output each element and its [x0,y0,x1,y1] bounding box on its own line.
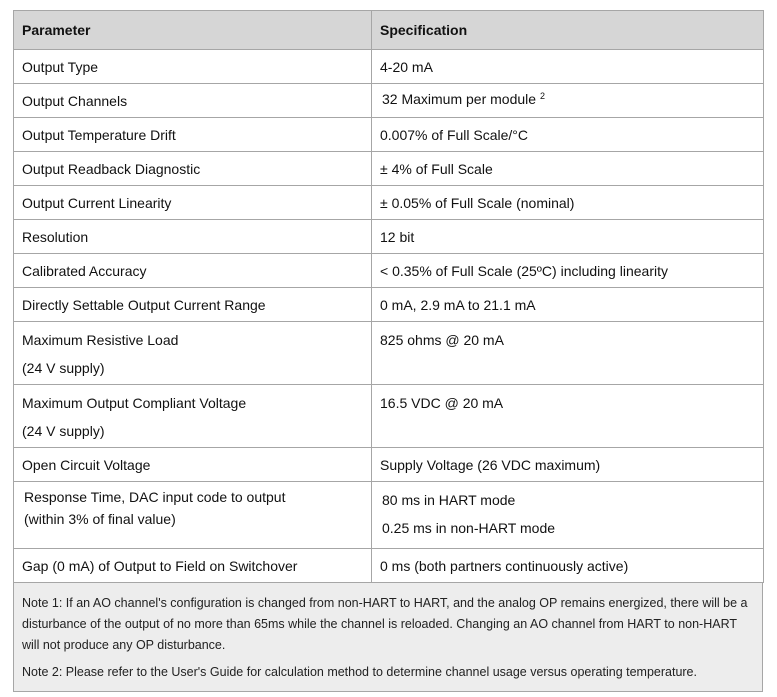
spec-text: 0 mA, 2.9 mA to 21.1 mA [380,296,536,313]
param-cell [14,50,372,84]
spec-text: < 0.35% of Full Scale (25ºC) including linearity [380,262,668,279]
spec-cell [372,118,764,152]
table-row [14,549,764,583]
param-text: Maximum Resistive Load [22,332,179,348]
param-cell [14,84,372,118]
spec-cell [372,482,764,549]
spec-text: ± 0.05% of Full Scale (nominal) [380,194,575,211]
header-row [14,11,764,50]
spec-cell [372,288,764,322]
spec-text: 32 Maximum per module [382,91,537,107]
spec-text: 825 ohms @ 20 mA [380,332,504,348]
spec-text: ± 4% of Full Scale [380,160,493,177]
header-parameter: Parameter [14,11,372,50]
param-text: Calibrated Accuracy [22,262,147,279]
param-text: Output Channels [22,92,128,109]
param-text: Output Temperature Drift [22,126,176,143]
spec-text: 0 ms (both partners continuously active) [380,557,629,574]
param-text: Output Type [22,58,99,75]
spec-text: Supply Voltage (26 VDC maximum) [380,456,601,473]
spec-text: 12 bit [380,228,415,245]
param-cell [14,482,372,549]
table-row [14,220,764,254]
notes-box [13,583,763,692]
param-cell [14,220,372,254]
spec-cell [372,385,764,448]
param-cell [14,118,372,152]
table-row [14,254,764,288]
spec-text: 0.25 ms in non-HART mode [382,520,556,536]
param-text: Directly Settable Output Current Range [22,296,266,313]
note-1: Note 1: If an AO channel's configuration is changed from non-HART to HART, and the analog OP remains energized, there will be a disturbance of the output of no more than 65ms while the channel is reloaded. Changing an AO channel from HART to non-HART will not produce any OP disturbance. [22,596,748,652]
param-text: Resolution [22,228,89,245]
spec-cell [372,220,764,254]
param-subtext: (24 V supply) [22,360,105,376]
table-row [14,50,764,84]
param-cell [14,288,372,322]
spec-text: 16.5 VDC @ 20 mA [380,395,504,411]
spec-cell [372,549,764,583]
spec-text: 4-20 mA [380,58,433,75]
table-row [14,482,764,549]
param-cell [14,152,372,186]
param-cell [14,254,372,288]
spec-document [13,10,763,692]
table-row [14,152,764,186]
param-text: Open Circuit Voltage [22,456,151,473]
table-row [14,448,764,482]
spec-cell [372,50,764,84]
param-cell [14,186,372,220]
param-cell [14,322,372,385]
param-cell [14,549,372,583]
param-text: Gap (0 mA) of Output to Field on Switchover [22,557,298,574]
spec-cell [372,322,764,385]
param-cell [14,448,372,482]
table-row [14,288,764,322]
table-row [14,84,764,118]
spec-cell [372,448,764,482]
param-subtext: (within 3% of final value) [24,511,176,527]
spec-text: 0.007% of Full Scale/°C [380,126,529,143]
spec-cell [372,186,764,220]
table-row [14,385,764,448]
header-specification: Specification [372,11,764,50]
param-text: Maximum Output Compliant Voltage [22,395,247,411]
spec-text: 80 ms in HART mode [382,492,516,508]
spec-cell [372,254,764,288]
footnote-ref: 2 [539,91,545,101]
table-row [14,186,764,220]
spec-table [13,10,764,583]
param-cell [14,385,372,448]
table-row [14,322,764,385]
spec-cell [372,152,764,186]
param-text: Response Time, DAC input code to output [24,489,286,505]
param-subtext: (24 V supply) [22,423,105,439]
table-row [14,118,764,152]
param-text: Output Current Linearity [22,194,172,211]
param-text: Output Readback Diagnostic [22,160,201,177]
note-2: Note 2: Please refer to the User's Guide for calculation method to determine channel usage versus operating temperature. [22,665,697,679]
spec-cell [372,84,764,118]
